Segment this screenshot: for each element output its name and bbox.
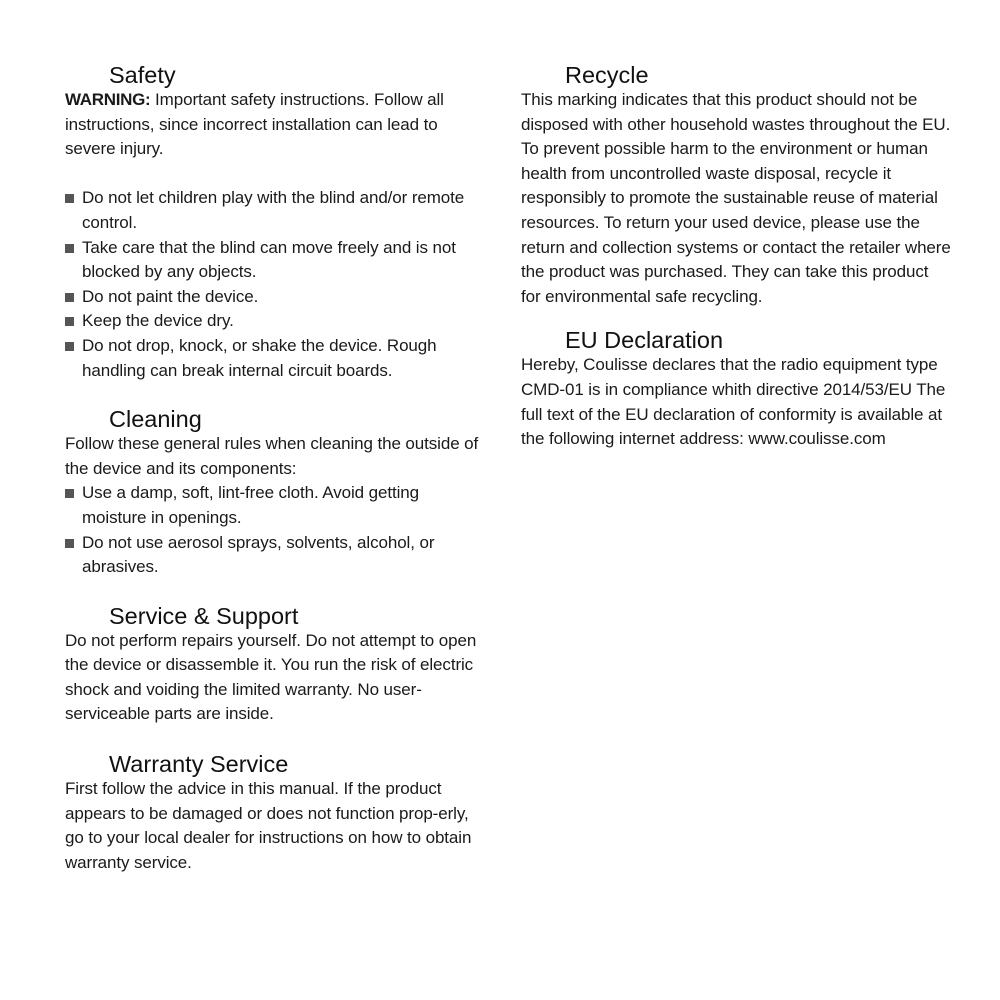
warning-text: Important safety instructions. Follow all instructions, since incorrect installation can lead to severe injury. <box>65 90 444 159</box>
warranty-section <box>65 749 485 875</box>
service-section <box>65 601 485 727</box>
recycle-text: This marking indicates that this product should not be disposed with other household wastes throughout the EU. To prevent possible harm to the environment or human health from uncontrolled waste disposal, recycle it responsibly to promote the sustainable reuse of material resources. To return your used device, please use the return and collection systems or contact the retailer where the product was purchased. They can take this product for environmental safe recycling. <box>521 90 951 306</box>
list-item: Keep the device dry. <box>65 309 485 334</box>
square-bullet-icon <box>65 194 74 203</box>
left-column <box>65 60 485 875</box>
safety-warning <box>65 88 485 162</box>
service-text: Do not perform repairs yourself. Do not attempt to open the device or disassemble it. You run the risk of electric shock and voiding the limited warranty. No user-serviceable parts are inside. <box>65 630 477 724</box>
list-item: Do not paint the device. <box>65 285 485 310</box>
square-bullet-icon <box>65 244 74 253</box>
warning-label: WARNING: <box>65 90 151 109</box>
list-item: Do not let children play with the blind and/or remote control. <box>65 186 485 235</box>
cleaning-intro: Follow these general rules when cleaning the outside of the device and its components: <box>65 434 479 478</box>
safety-list <box>65 186 485 383</box>
right-column <box>521 60 951 452</box>
list-item: Use a damp, soft, lint-free cloth. Avoid getting moisture in openings. <box>65 481 485 530</box>
safety-section <box>65 60 485 383</box>
cleaning-section <box>65 404 485 580</box>
cleaning-list <box>65 481 485 579</box>
service-heading: Service & Support <box>109 602 299 629</box>
eu-declaration-text: Hereby, Coulisse declares that the radio equipment type CMD-01 is in compliance whith directive 2014/53/EU The full text of the EU declaration of conformity is available at the following internet address: www.coulisse.com <box>521 355 946 449</box>
eu-declaration-section <box>521 325 951 451</box>
recycle-section <box>521 60 951 309</box>
list-item: Do not drop, knock, or shake the device. Rough handling can break internal circuit boards. <box>65 334 485 383</box>
eu-declaration-heading: EU Declaration <box>565 327 724 354</box>
cleaning-heading: Cleaning <box>109 406 202 433</box>
list-item: Do not use aerosol sprays, solvents, alcohol, or abrasives. <box>65 531 485 580</box>
square-bullet-icon <box>65 539 74 548</box>
recycle-heading: Recycle <box>565 62 649 88</box>
square-bullet-icon <box>65 342 74 351</box>
square-bullet-icon <box>65 489 74 498</box>
square-bullet-icon <box>65 317 74 326</box>
list-item: Take care that the blind can move freely and is not blocked by any objects. <box>65 236 485 285</box>
square-bullet-icon <box>65 293 74 302</box>
warranty-text: First follow the advice in this manual. If the product appears to be damaged or does not function prop-erly, go to your local dealer for instructions on how to obtain warranty service. <box>65 779 472 872</box>
safety-heading: Safety <box>109 62 176 88</box>
warranty-heading: Warranty Service <box>109 751 289 778</box>
